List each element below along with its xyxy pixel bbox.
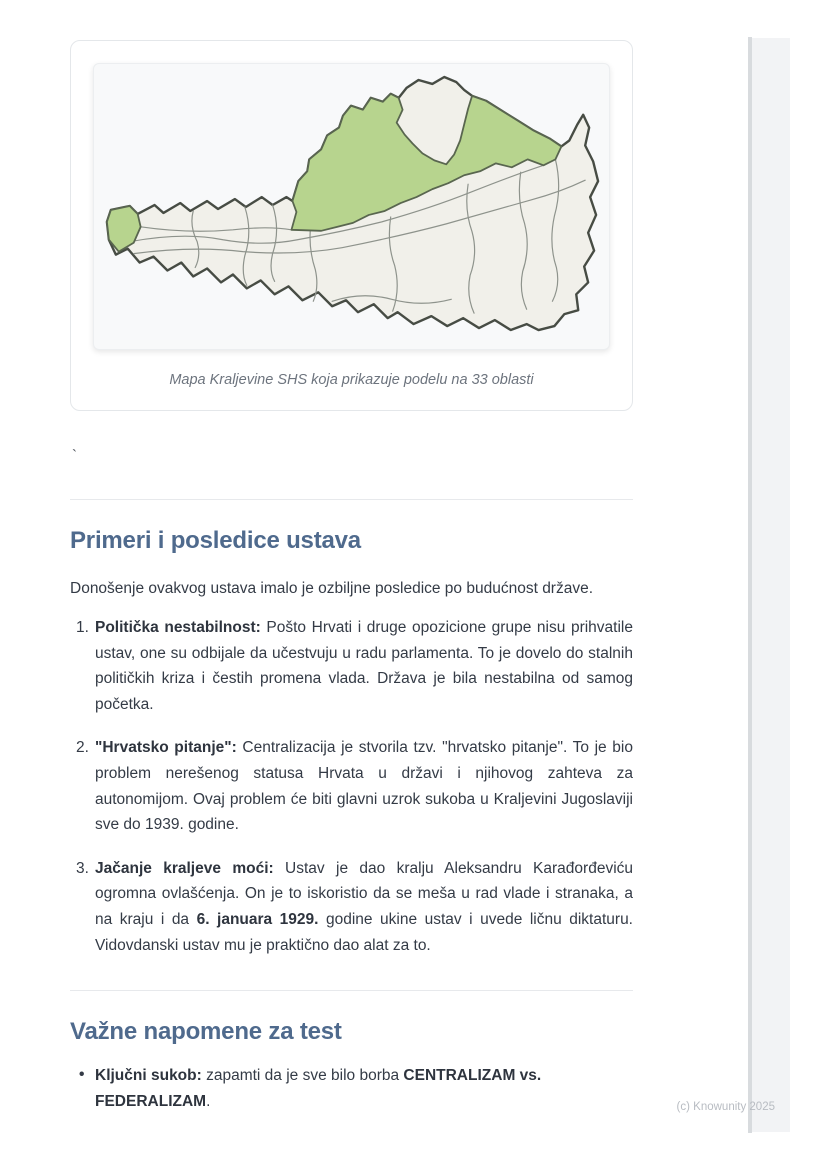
- list-item-text: Politička nestabilnost: Pošto Hrvati i druge opozicione grupe nisu prihvatile ustav, one su odbijale da učestvuju u radu parlamenta. To je dovelo do stalnih političkih kriza i čestih promena vlada. Država je bila nestabilna od samog početka.: [95, 619, 633, 713]
- divider: [70, 499, 633, 500]
- list-marker: 2.: [76, 739, 89, 757]
- regions-map-svg: [94, 64, 609, 349]
- page-gap-divider: [748, 37, 752, 1133]
- list-item-text: Jačanje kraljeve moći: Ustav je dao kralju Aleksandru Karađorđeviću ogromna ovlašćenja. On je to iskoristio da se meša u rad vlade i stranaka, a na kraju i da 6. januara 1929. godine ukine ustav i uvede ličnu diktaturu. Vidovdanski ustav mu je praktično dao alat za to.: [95, 859, 634, 954]
- divider: [70, 990, 633, 991]
- consequences-list: [70, 615, 633, 958]
- section-heading-napomene: Važne napomene za test: [70, 1018, 342, 1046]
- map-caption: Mapa Kraljevine SHS koja prikazuje podelu na 33 oblasti: [169, 372, 534, 388]
- bullet-icon: •: [79, 1066, 85, 1084]
- list-item-text: "Hrvatsko pitanje": Centralizacija je stvorila tzv. "hrvatsko pitanje". To je bio problem nerešenog statusa Hrvata u državi i njihovog zahteva za autonomijom. Ovaj problem će biti glavni uzrok sukoba u Kraljevini Jugoslaviji sve do 1939. godine.: [95, 739, 633, 834]
- list-marker: 3.: [76, 859, 89, 877]
- document-page: [70, 40, 633, 1114]
- copyright-watermark: (c) Knowunity 2025: [676, 1101, 775, 1113]
- list-marker: 1.: [76, 619, 89, 636]
- stray-backtick: `: [72, 447, 77, 464]
- list-item-3: [76, 856, 634, 958]
- map-figure-card: [70, 40, 633, 411]
- section-heading-posledice: Primeri i posledice ustava: [70, 527, 361, 554]
- list-item-2: [76, 735, 633, 837]
- next-page-edge[interactable]: [752, 38, 790, 1132]
- notes-list: [70, 1063, 633, 1114]
- bullet-item-text: Ključni sukob: zapamti da je sve bilo borba CENTRALIZAM vs. FEDERALIZAM.: [95, 1067, 542, 1110]
- bullet-item-1: [79, 1063, 633, 1114]
- list-item-1: [76, 615, 633, 717]
- section-intro: Donošenje ovakvog ustava imalo je ozbiljne posledice po budućnost države.: [70, 580, 594, 597]
- map-image-panel: [93, 63, 610, 350]
